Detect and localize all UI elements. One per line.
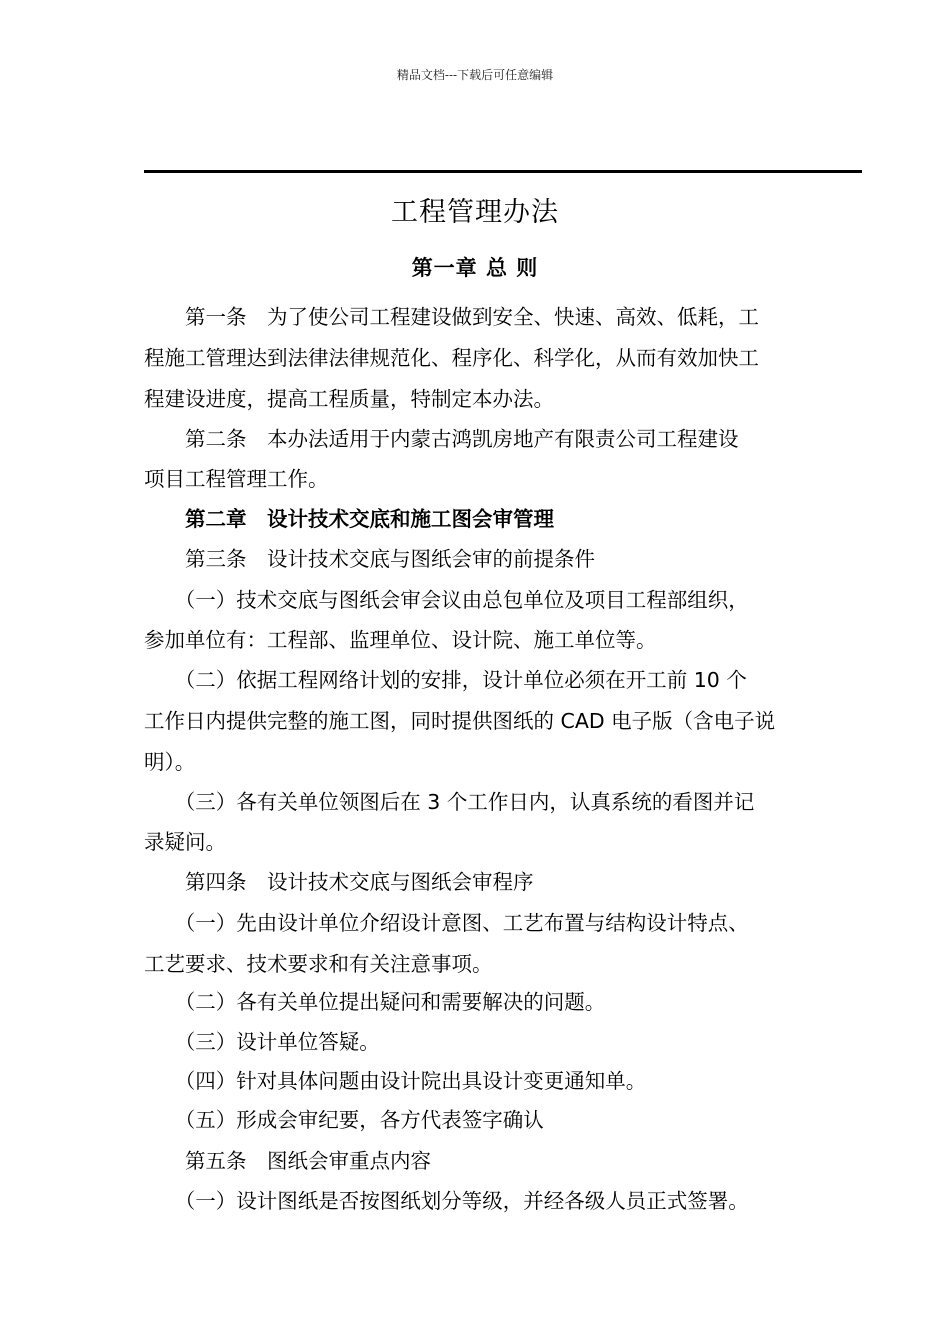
text-line: （五）形成会审纪要，各方代表签字确认 bbox=[144, 1108, 544, 1132]
text-line: （二）依据工程网络计划的安排，设计单位必须在开工前 10 个 bbox=[144, 668, 747, 692]
text-line: 第三条 设计技术交底与图纸会审的前提条件 bbox=[144, 547, 595, 571]
text-line: 第五条 图纸会审重点内容 bbox=[144, 1149, 431, 1173]
text-line: （三）各有关单位领图后在 3 个工作日内，认真系统的看图并记 bbox=[144, 790, 755, 814]
text-line: （三）设计单位答疑。 bbox=[144, 1030, 380, 1054]
text-line: （四）针对具体问题由设计院出具设计变更通知单。 bbox=[144, 1069, 647, 1093]
text-line: 明）。 bbox=[144, 750, 196, 774]
text-line: 项目工程管理工作。 bbox=[144, 467, 329, 491]
header-watermark: 精品文档---下载后可任意编辑 bbox=[396, 68, 554, 82]
header-divider bbox=[144, 170, 862, 173]
text-line: 程施工管理达到法律法律规范化、程序化、科学化，从而有效加快工 bbox=[144, 346, 759, 370]
text-line: （一）先由设计单位介绍设计意图、工艺布置与结构设计特点、 bbox=[144, 911, 749, 935]
text-line: 第一条 为了使公司工程建设做到安全、快速、高效、低耗，工 bbox=[144, 305, 759, 329]
text-line: 第二条 本办法适用于内蒙古鸿凯房地产有限责公司工程建设 bbox=[144, 427, 739, 451]
text-line: 程建设进度，提高工程质量，特制定本办法。 bbox=[144, 387, 554, 411]
text-line: 参加单位有：工程部、监理单位、设计院、施工单位等。 bbox=[144, 628, 657, 652]
text-line: 工作日内提供完整的施工图，同时提供图纸的 CAD 电子版（含电子说 bbox=[144, 709, 776, 733]
text-line: （一）技术交底与图纸会审会议由总包单位及项目工程部组织， bbox=[144, 588, 749, 612]
document-title: 工程管理办法 bbox=[391, 197, 559, 228]
text-line: 第四条 设计技术交底与图纸会审程序 bbox=[144, 870, 534, 894]
text-line: （一）设计图纸是否按图纸划分等级，并经各级人员正式签署。 bbox=[144, 1189, 749, 1213]
chapter-heading: 第二章 设计技术交底和施工图会审管理 bbox=[144, 507, 554, 531]
text-line: 录疑问。 bbox=[144, 830, 226, 854]
chapter-heading: 第一章 总 则 bbox=[411, 256, 539, 280]
text-line: （二）各有关单位提出疑问和需要解决的问题。 bbox=[144, 990, 606, 1014]
text-line: 工艺要求、技术要求和有关注意事项。 bbox=[144, 952, 493, 976]
